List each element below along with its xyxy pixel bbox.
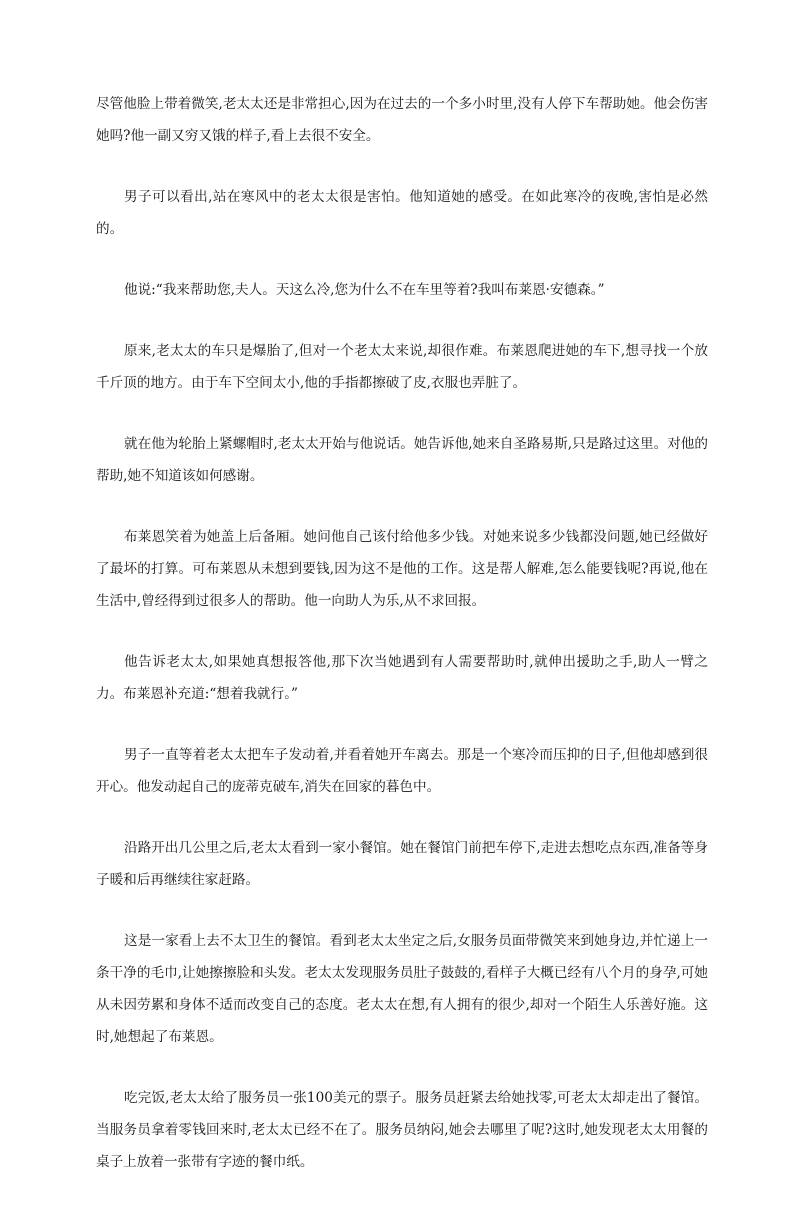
paragraph-3: 他说:“我来帮助您,夫人。天这么冷,您为什么不在车里等着?我叫布莱恩·安德森。” <box>124 282 605 298</box>
paragraph-4: 原来,老太太的车只是爆胎了,但对一个老太太来说,却很作难。布莱恩爬进她的车下,想寻找一个放千斤顶的地方。由于车下空间太小,他的手指都擦破了皮,衣服也弄脏了。 <box>96 343 708 391</box>
paragraph-9: 沿路开出几公里之后,老太太看到一家小餐馆。她在餐馆门前把车停下,走进去想吃点东西,准备等身子暖和后再继续往家赶路。 <box>96 840 708 888</box>
paragraph-10: 这是一家看上去不太卫生的餐馆。看到老太太坐定之后,女服务员面带微笑来到她身边,并忙递上一条干净的毛巾,让她擦擦脸和头发。老太太发现服务员肚子鼓鼓的,看样子大概已经有八个月的身孕,可她从未因劳累和身体不适而改变自己的态度。老太太在想,有人拥有的很少,却对一个陌生人乐善好施。这时,她想起了布莱恩。 <box>96 933 708 1045</box>
paragraph-11: 吃完饭,老太太给了服务员一张100美元的票子。服务员赶紧去给她找零,可老太太却走出了餐馆。当服务员拿着零钱回来时,老太太已经不在了。服务员纳闷,她会去哪里了呢?这时,她发现老太太用餐的桌子上放着一张带有字迹的餐巾纸。 <box>96 1090 708 1170</box>
paragraph-7: 他告诉老太太,如果她真想报答他,那下次当她遇到有人需要帮助时,就伸出援助之手,助人一臂之力。布莱恩补充道:“想着我就行。” <box>96 654 708 702</box>
paragraph-2: 男子可以看出,站在寒风中的老太太很是害怕。他知道她的感受。在如此寒冷的夜晚,害怕是必然的。 <box>96 189 708 237</box>
story-text <box>96 88 708 1207</box>
paragraph-8: 男子一直等着老太太把车子发动着,并看着她开车离去。那是一个寒冷而压抑的日子,但他却感到很开心。他发动起自己的庞蒂克破车,消失在回家的暮色中。 <box>96 747 708 795</box>
paragraph-6: 布莱恩笑着为她盖上后备厢。她问他自己该付给他多少钱。对她来说多少钱都没问题,她已经做好了最坏的打算。可布莱恩从未想到要钱,因为这不是他的工作。这是帮人解难,怎么能要钱呢?再说,他在生活中,曾经得到过很多人的帮助。他一向助人为乐,从不求回报。 <box>96 529 708 609</box>
paragraph-1: 尽管他脸上带着微笑,老太太还是非常担心,因为在过去的一个多小时里,没有人停下车帮助她。他会伤害她吗?他一副又穷又饿的样子,看上去很不安全。 <box>96 96 708 144</box>
paragraph-5: 就在他为轮胎上紧螺帽时,老太太开始与他说话。她告诉他,她来自圣路易斯,只是路过这里。对他的帮助,她不知道该如何感谢。 <box>96 436 708 484</box>
